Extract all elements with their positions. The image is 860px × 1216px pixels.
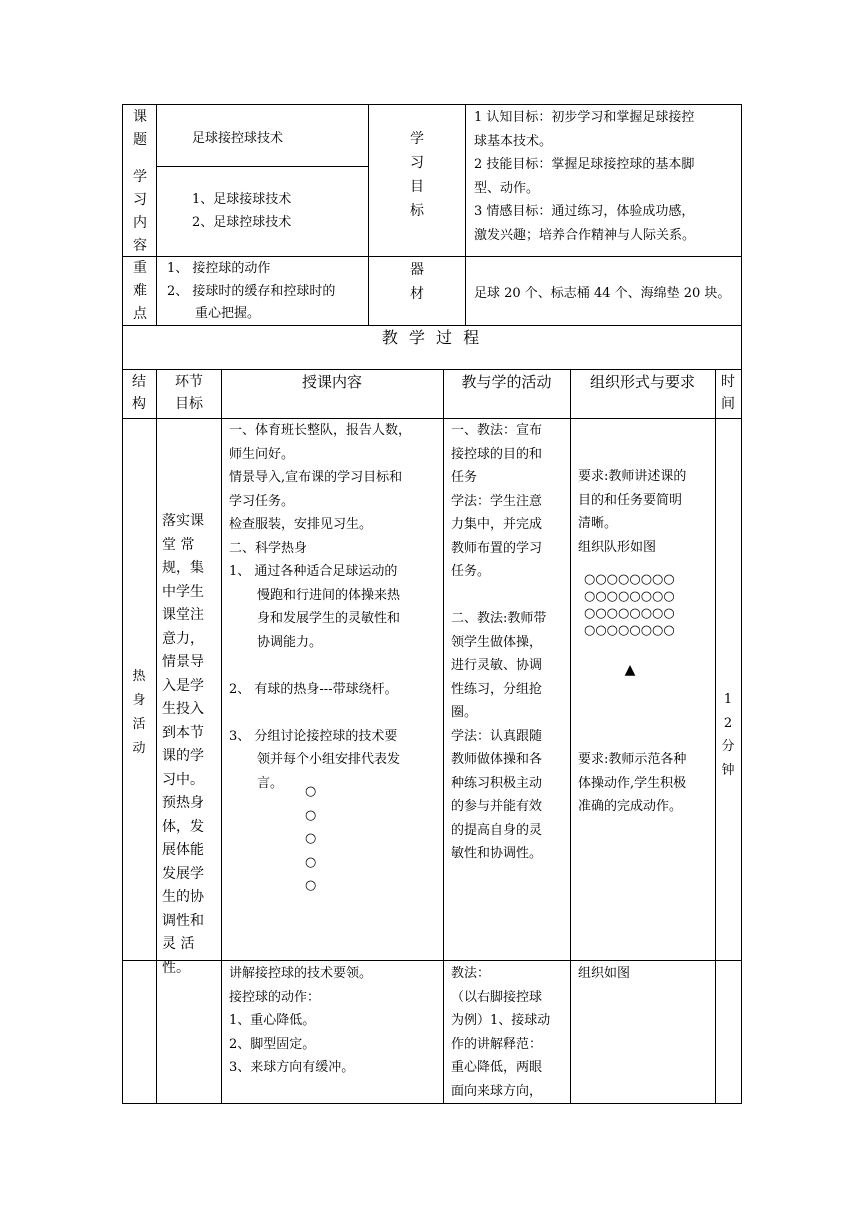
header-content: 授课内容 [301, 373, 362, 391]
rule [368, 104, 369, 325]
lesson-organization: 组织如图 [578, 966, 631, 981]
content-item-1: 1、足球接球技术 [192, 192, 292, 207]
header-time: 时 间 [721, 374, 735, 412]
key-point-1: 1、 接控球的动作 [167, 261, 271, 276]
equipment: 足球 20 个、标志桶 44 个、海绵垫 20 块。 [474, 286, 731, 301]
header-organization: 组织形式与要求 [589, 373, 695, 391]
formation-diagram: ○○○○○○○○ ○○○○○○○○ ○○○○○○○○ ○○○○○○○○ [584, 572, 675, 638]
teacher-marker: ▲ [624, 662, 636, 678]
content-item-2: 2、足球控球技术 [192, 215, 292, 230]
rule [741, 104, 742, 1104]
rule [221, 369, 222, 1104]
rule [122, 104, 123, 1104]
ke-ti-label: 课 题 [133, 109, 147, 148]
rule [570, 369, 571, 1104]
warmup-activities: 一、教法：宣布 接控球的目的和 任务 学法：学生注意 力集中，并完成 教师布置的学习 任务。 二、教法:教师带 领学生做体操， 进行灵敏、协调 性练习，分组抢 圈。 学法：认真跟随 教师做体操和各 种练习积极主动 的参与并能有效 的提高自身的灵 敏性和协调性。 [451, 423, 547, 861]
xue-xi-nei-rong-label: 学 习 内 容 [133, 169, 147, 254]
warmup-time: 1 2 分 钟 [721, 692, 735, 778]
warmup-org-req-1: 要求:教师讲述课的 目的和任务要简明 清晰。 组织队形如图 [578, 469, 687, 555]
rule [156, 104, 157, 325]
rule [715, 369, 716, 1104]
rule [465, 104, 466, 325]
header-segment-goal: 环节 目标 [175, 374, 203, 412]
rule [156, 369, 157, 1104]
warmup-circle-column: ○ ○ ○ ○ ○ [305, 784, 317, 893]
warmup-org-req-2: 要求:教师示范各种 体操动作,学生积极 准确的完成动作。 [578, 752, 687, 814]
warmup-goal: 落实课 堂 常 规，集 中学生 课堂注 意力， 情景导 入是学 生投入 到本节 课的学 习中。 预热身 体，发 展体能 发展学 生的协 调性和 灵 活 性。 [162, 513, 204, 976]
lesson-activities: 教法： （以右脚接控球 为例）1、接球动 作的讲解释范： 重心降低，两眼 面向来球方向， [451, 966, 551, 1099]
objectives: 1 认知目标：初步学习和掌握足球接控 球基本技术。 2 技能目标：掌握足球接控球的基本脚 型、动作。 3 情感目标：通过练习，体验成功感， 激发兴趣；培养合作精神与人际关系。 [474, 110, 696, 243]
course-title: 足球接控球技术 [192, 131, 284, 146]
rule [122, 1103, 742, 1104]
header-activities: 教与学的活动 [461, 373, 552, 391]
header-structure: 结 构 [132, 374, 146, 412]
process-title: 教 学 过 程 [381, 328, 483, 347]
zhong-nan-dian-label: 重 难 点 [133, 260, 147, 322]
rule [122, 369, 742, 370]
rule [443, 369, 444, 1104]
qi-cai-label: 器 材 [410, 262, 424, 302]
lesson-content: 讲解接控球的技术要领。 接控球的动作： 1、重心降低。 2、脚型固定。 3、来球方向有缓冲。 [229, 966, 373, 1075]
warmup-structure: 热 身 活 动 [132, 669, 146, 756]
rule [122, 960, 742, 961]
rule [156, 166, 368, 167]
key-point-2-cont: 重心把握。 [195, 306, 261, 321]
rule [122, 104, 742, 105]
key-point-2: 2、 接球时的缓存和控球时的 [167, 284, 336, 299]
xue-xi-mu-biao-label: 学 习 目 标 [410, 131, 424, 219]
warmup-content: 一、体育班长整队，报告人数， 师生问好。 情景导入,宣布课的学习目标和 学习任务。 检查服装，安排见习生。 二、科学热身 1、 通过各种适合足球运动的 慢跑和行进间的体操来热 身和发展学生的灵敏性和 协调能力。 2、 有球的热身---带球绕杆。 3、 分组讨论接控球的技术要 领并每个小组安排代表发 言。 [229, 423, 412, 791]
rule [122, 418, 742, 419]
